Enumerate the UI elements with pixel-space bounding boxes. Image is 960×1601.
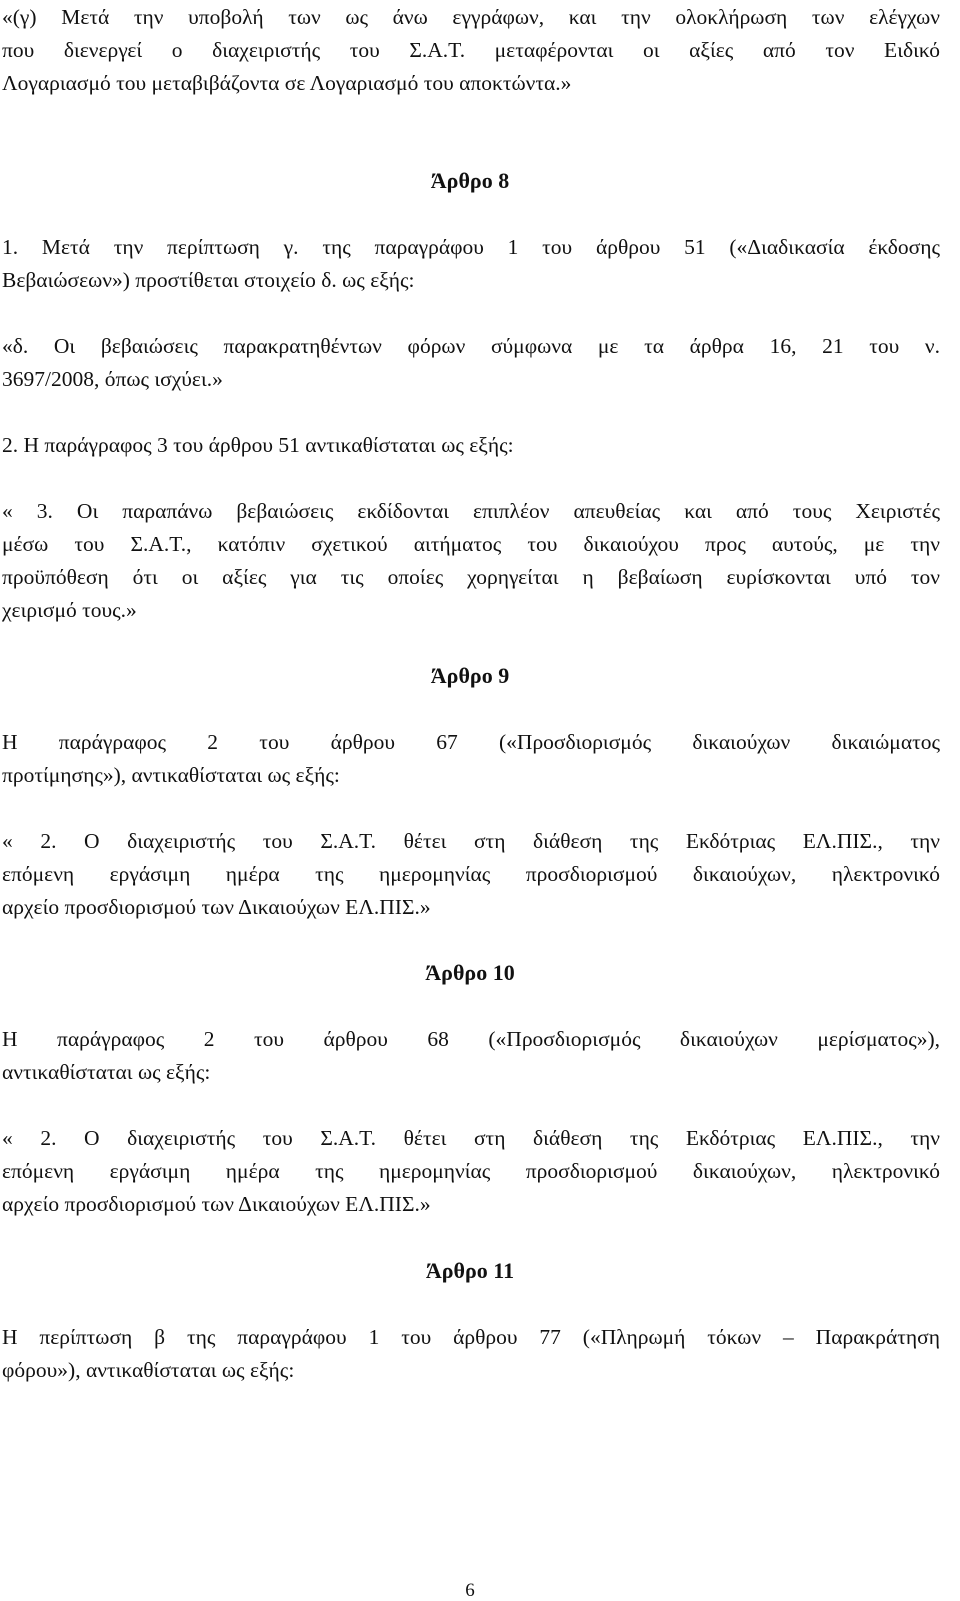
- text-line: Η περίπτωση β της παραγράφου 1 του άρθρου 77 («Πληρωμή τόκων – Παρακράτηση: [2, 1325, 940, 1349]
- text-line: «(γ) Μετά την υποβολή των ως άνω εγγράφων, και την ολοκλήρωση των ελέγχων: [2, 5, 940, 29]
- text-line: επόμενη εργάσιμη ημέρα της ημερομηνίας προσδιορισμού δικαιούχων, ηλεκτρονικό: [2, 862, 940, 886]
- text-line: Βεβαιώσεων») προστίθεται στοιχείο δ. ως εξής:: [2, 268, 415, 292]
- text-line: χειρισμό τους.»: [2, 598, 137, 622]
- text-line: «δ. Οι βεβαιώσεις παρακρατηθέντων φόρων σύμφωνα με τα άρθρα 16, 21 του ν.: [2, 334, 940, 358]
- text-line: φόρου»), αντικαθίσταται ως εξής:: [2, 1358, 295, 1382]
- text-line: επόμενη εργάσιμη ημέρα της ημερομηνίας προσδιορισμού δικαιούχων, ηλεκτρονικό: [2, 1159, 940, 1183]
- text-line: 2. Η παράγραφος 3 του άρθρου 51 αντικαθίσταται ως εξής:: [2, 433, 514, 457]
- article-heading: Άρθρο 9: [430, 663, 510, 688]
- text-line: Λογαριασμό του μεταβιβάζοντα σε Λογαριασμό του αποκτώντα.»: [2, 71, 572, 95]
- text-line: που διενεργεί ο διαχειριστής του Σ.Α.Τ. μεταφέρονται οι αξίες από τον Ειδικό: [2, 38, 940, 62]
- text-line: Η παράγραφος 2 του άρθρου 67 («Προσδιορισμός δικαιούχων δικαιώματος: [2, 730, 940, 754]
- text-line: αρχείο προσδιορισμού των Δικαιούχων ΕΛ.ΠΙΣ.»: [2, 1192, 431, 1216]
- text-line: προτίμησης»), αντικαθίσταται ως εξής:: [2, 763, 340, 787]
- text-line: αρχείο προσδιορισμού των Δικαιούχων ΕΛ.ΠΙΣ.»: [2, 895, 431, 919]
- text-line: Η παράγραφος 2 του άρθρου 68 («Προσδιορισμός δικαιούχων μερίσματος»),: [2, 1027, 940, 1051]
- text-line: αντικαθίσταται ως εξής:: [2, 1060, 211, 1084]
- text-line: προϋπόθεση ότι οι αξίες για τις οποίες χορηγείται η βεβαίωση ευρίσκονται υπό τον: [2, 565, 940, 589]
- text-line: μέσω του Σ.Α.Τ., κατόπιν σχετικού αιτήματος του δικαιούχου προς αυτούς, με την: [2, 532, 940, 556]
- text-line: 3697/2008, όπως ισχύει.»: [2, 367, 223, 391]
- article-heading: Άρθρο 8: [430, 168, 510, 193]
- article-heading: Άρθρο 11: [425, 1258, 515, 1283]
- page-number: 6: [465, 1580, 475, 1601]
- text-line: « 3. Οι παραπάνω βεβαιώσεις εκδίδονται επιπλέον απευθείας και από τους Χειριστές: [2, 499, 940, 523]
- text-line: « 2. Ο διαχειριστής του Σ.Α.Τ. θέτει στη διάθεση της Εκδότριας ΕΛ.ΠΙΣ., την: [2, 829, 940, 853]
- text-line: 1. Μετά την περίπτωση γ. της παραγράφου 1 του άρθρου 51 («Διαδικασία έκδοσης: [2, 235, 940, 259]
- text-line: « 2. Ο διαχειριστής του Σ.Α.Τ. θέτει στη διάθεση της Εκδότριας ΕΛ.ΠΙΣ., την: [2, 1126, 940, 1150]
- article-heading: Άρθρο 10: [425, 960, 515, 985]
